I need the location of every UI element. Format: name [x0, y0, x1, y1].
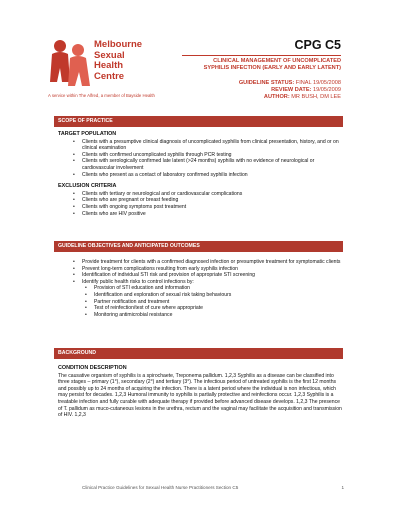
sub-list-item: • Provision of STI education and information — [94, 285, 342, 292]
status-label: GUIDELINE STATUS: — [238, 80, 295, 86]
logo-line-4: Centre — [94, 70, 125, 82]
background-section — [58, 365, 342, 419]
list-item: • Clients with confirmed uncomplicated syphilis through PCR testing — [82, 152, 342, 159]
review-label: REVIEW DATE: — [271, 87, 312, 94]
author-value: MR BUSH, DM LEE — [291, 94, 341, 101]
list-item: • Clients with a presumptive clinical diagnosis of uncomplicated syphilis from clinical presentation, history, and or on clinical examination — [82, 139, 342, 152]
people-logo-icon — [48, 38, 92, 90]
guideline-title — [166, 58, 341, 72]
objectives-section-bar: GUIDELINE OBJECTIVES AND ANTICIPATED OUTCOMES — [54, 241, 343, 252]
sub-list-item: • Monitoring antimicrobial resistance — [94, 312, 342, 319]
list-item: • Clients with ongoing symptoms post treatment — [82, 204, 342, 211]
scope-section — [58, 131, 342, 217]
list-item: • Clients who present as a contact of laboratory confirmed syphilis infection — [82, 172, 342, 179]
sub-list-item: • Identification and exploration of sexual risk taking behaviours — [94, 292, 342, 299]
exclusion-criteria-list — [58, 191, 342, 217]
list-item: • Provide treatment for clients with a confirmed diagnosed infection or presumptive treatment for symptomatic clients — [82, 259, 342, 266]
list-item: • Clients with tertiary or neurological and or cardiovascular complications — [82, 191, 342, 198]
review-value: 19/05/2009 — [313, 87, 341, 94]
condition-description-heading: CONDITION DESCRIPTION — [58, 365, 127, 371]
logo-wordmark — [94, 40, 142, 82]
list-item: • Clients who are pregnant or breast feeding — [82, 197, 342, 204]
target-population-list — [58, 139, 342, 179]
scope-section-bar: SCOPE OF PRACTICE — [54, 116, 343, 127]
objectives-section — [58, 258, 342, 318]
list-item: • Identification of individual STI risk and provision of appropriate STI screening — [82, 272, 342, 279]
logo-line-3: Health — [94, 60, 124, 71]
page-number: 1 — [341, 485, 344, 490]
guideline-code: CPG C5 — [294, 38, 341, 52]
header-divider — [182, 55, 341, 56]
list-item-text: Identify public health risks to control infections by: — [82, 278, 194, 285]
list-item: • Prevent long-term complications resulting from early syphilis infection — [82, 266, 342, 273]
logo-line-2: Sexual — [94, 49, 125, 61]
author-label: AUTHOR: — [263, 94, 290, 101]
exclusion-criteria-heading: EXCLUSION CRITERIA — [58, 183, 117, 190]
status-value: FINAL 19/05/2008 — [295, 80, 341, 86]
public-health-sublist — [82, 285, 342, 318]
guideline-meta — [151, 80, 341, 102]
title-line-2: SYPHILIS INFECTION (EARLY AND EARLY LATENT) — [203, 65, 341, 71]
msh-logo — [48, 38, 155, 104]
page-footer: Clinical Practice Guidelines for Sexual Health Nurse Practitioners Section C5 — [82, 485, 239, 490]
target-population-heading: TARGET POPULATION — [58, 131, 117, 137]
background-section-bar: BACKGROUND — [54, 348, 343, 359]
logo-tagline: A service within The Alfred, a member of Bayside Health — [48, 93, 155, 98]
sub-list-item: • Test of reinfection/test of cure where appropriate — [94, 305, 342, 312]
list-item — [82, 279, 342, 319]
objectives-list — [58, 259, 342, 318]
sub-list-item: • Partner notification and treatment — [94, 299, 342, 306]
list-item: • Clients who are HIV positive — [82, 211, 342, 218]
logo-line-1: Melbourne — [94, 39, 143, 50]
condition-description-paragraph: The causative organism of syphilis is a spirochaete, Treponema pallidum. 1,2,3 Syphilis as a disease can be classified into three stages – primary (1°), secondary (2°) and tertiary (3°). The infectious period of untreated syphilis is the first 12 months and possibly up to 24 months of acquiring the infection. There is a latent period where the individual is non infectious, which may persist for decades. 1,2,3 Humoral immunity to syphilis is partially protective and reinfections occur. 1,2,3 Syphilis is a treatable infection and fully curable with adequate therapy if provided before advanced disease develops. 1,2,3 The presence of T. pallidum as muco-cutaneous lesions in the urethra, rectum and the vaginal may facilitate the acquisition and transmission of HIV. 1,2,3 — [58, 372, 342, 419]
title-line-1: CLINICAL MANAGEMENT OF UNCOMPLICATED — [213, 58, 341, 64]
list-item: • Clients with serologically confirmed late latent (>24 months) syphilis with no evidence of neurological or cardiovascular involvement — [82, 158, 342, 171]
